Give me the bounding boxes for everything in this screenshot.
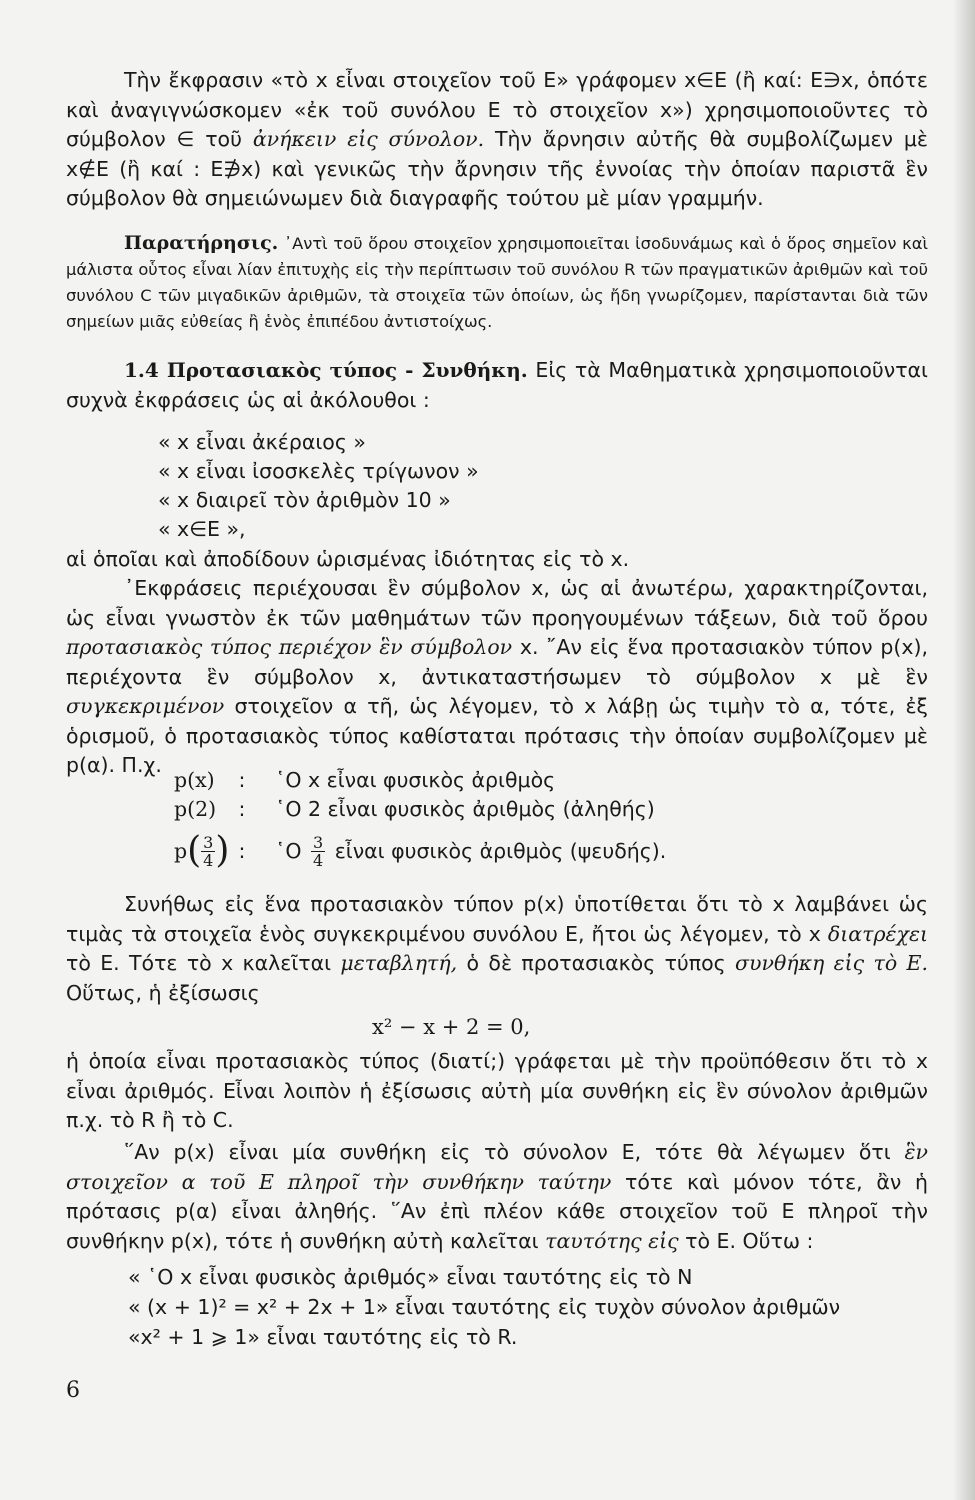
fraction-numerator: 3 xyxy=(203,832,214,852)
fraction-denominator: 4 xyxy=(312,850,324,870)
fraction xyxy=(311,834,325,869)
identity-2: « (x + 1)² = x² + 2x + 1» εἶναι ταυτότης εἰς τυχὸν σύνολον ἀριθμῶν xyxy=(128,1295,841,1319)
example-3: « x διαιρεῖ τὸν ἀριθμὸν 10 » xyxy=(158,488,451,512)
fraction-numerator: 3 xyxy=(312,832,324,852)
example-4: « x∈E », xyxy=(158,517,246,541)
remark-paragraph xyxy=(66,230,928,335)
text-run: x. ῎Αν εἰς ἕνα προτασιακὸν τύπον p(x), περιέχοντα ἓν σύμβολον x, ἀντικαταστήσωμεν τὸ σύμβολον x μὲ ἓν xyxy=(66,635,928,689)
section-heading: 1.4 Προτασιακὸς τύπος - Συνθήκη. xyxy=(124,358,528,382)
text-run: Συνήθως εἰς ἕνα προτασιακὸν τύπον p(x) ὑποτίθεται ὅτι τὸ x λαμβάνει ὡς τιμὰς τὰ στοιχεῖα ἑνὸς συγκεκριμένου συνόλου E, ἤτοι ὡς λέγομεν, τὸ x xyxy=(66,892,928,946)
row-article: ῾Ο xyxy=(275,839,302,863)
fraction xyxy=(201,834,215,869)
row-sep: : xyxy=(238,839,246,863)
italic-term: ταυτότης εἰς xyxy=(545,1228,679,1253)
paragraph-membership xyxy=(66,66,928,214)
text-run: τὸ E. Τότε τὸ x καλεῖται xyxy=(66,951,332,975)
text-run: ἡ ὁποία εἶναι προτασιακὸς τύπος (διατί;) γράφεται μὲ τὴν προϋπόθεσιν ὅτι τὸ x εἶναι ἀριθμός. Εἶναι λοιπὸν ἡ ἐξίσωσις αὐτὴ μία συνθήκη εἰς ἓν σύνολον ἀριθμῶν π.χ. τὸ R ἢ τὸ C. xyxy=(66,1049,928,1132)
row-left-fraction xyxy=(174,830,232,871)
p-symbol: p xyxy=(174,839,188,863)
row-right: ῾Ο 2 εἶναι φυσικὸς ἀριθμὸς (ἀληθής) xyxy=(275,797,655,821)
section-intro xyxy=(66,356,928,415)
text-run: ᾿Εκφράσεις περιέχουσαι ἓν σύμβολον x, ὡς αἱ ἀνωτέρω, χαρακτηρίζονται, ὡς εἶναι γνωστὸν ἐκ τῶν μαθημάτων τῶν προηγουμένων τάξεων, διὰ τοῦ ὅρου xyxy=(66,576,928,630)
row-sep: : xyxy=(238,797,246,821)
left-paren: ( xyxy=(187,830,202,871)
remark-label: Παρατήρησις. xyxy=(124,232,279,254)
example-row-3 xyxy=(174,830,666,871)
right-paren: ) xyxy=(215,830,230,871)
text-run: στοιχεῖον α τῆ, ὡς λέγομεν, τὸ x λάβῃ ὡς τιμὴν τὸ α, τότε, ἐξ ὁρισμοῦ, ὁ προτασιακὸς τύπος καθίσταται πρότασις τὴν ὁποίαν συμβολίζομεν μὲ p(α). Π.χ. xyxy=(66,694,928,777)
italic-term: συγκεκριμένον xyxy=(66,694,225,718)
row-left: p(2) xyxy=(174,797,217,821)
paragraph-variable xyxy=(66,890,928,1008)
text-run: τὸ E. Οὕτω : xyxy=(685,1228,814,1253)
example-row-1 xyxy=(174,766,555,796)
text-run: Τὴν ἔκφρασιν «τὸ x εἶναι στοιχεῖον τοῦ E» γράφομεν x∈E (ἢ καί: E∋x, ὁπότε καὶ ἀναγιγνώσκομεν «ἐκ τοῦ συνόλου E τὸ στοιχεῖον x») χρησιμοποιοῦντες τὸ σύμβολον ∈ τοῦ xyxy=(66,68,928,151)
text-run: Εἰς τὰ Μαθηματικὰ χρησιμοποιοῦνται συχνὰ ἐκφράσεις ὡς αἱ ἀκόλουθοι : xyxy=(66,358,928,412)
paragraph-propositional xyxy=(66,574,928,781)
row-right: εἶναι φυσικὸς ἀριθμὸς (ψευδής). xyxy=(334,839,667,863)
identity-1: « ῾Ο x εἶναι φυσικὸς ἀριθμός» εἶναι ταυτότης εἰς τὸ N xyxy=(128,1265,693,1289)
row-left: p(x) xyxy=(174,768,215,792)
text-run: Τὴν ἄρνησιν αὐτῆς θὰ συμβολίζωμεν μὲ x∉E (ἢ καί : E∌x) καὶ γενικῶς τὴν ἄρνησιν τῆς ἐννοίας τὴν ὁποίαν παριστᾶ ἓν σύμβολον θὰ σημειώνωμεν διὰ διαγραφῆς τούτου μὲ μίαν γραμμήν. xyxy=(66,127,928,210)
text-run: Οὕτως, ἡ ἐξίσωσις xyxy=(66,980,260,1005)
after-examples: αἱ ὁποῖαι καὶ ἀποδίδουν ὡρισμένας ἰδιότητας εἰς τὸ x. xyxy=(66,547,630,571)
page-edge-shadow xyxy=(953,0,975,1500)
remark-text: ᾿Αντὶ τοῦ ὅρου στοιχεῖον χρησιμοποιεῖται ἰσοδυνάμως καὶ ὁ ὅρος σημεῖον καὶ μάλιστα οὗτος εἶναι λίαν ἐπιτυχὴς εἰς τὴν περίπτωσιν τοῦ συνόλου R τῶν πραγματικῶν ἀριθμῶν καὶ τοῦ συνόλου C τῶν μιγαδικῶν ἀριθμῶν, τὰ στοιχεῖα τῶν ὁποίων, ὡς ἤδη γνωρίζομεν, παρίστανται διὰ τῶν σημείων μιᾶς εὐθείας ἢ ἑνὸς ἐπιπέδου ἀντιστοίχως. xyxy=(66,234,928,331)
text-run: ῞Αν p(x) εἶναι μία συνθήκη εἰς τὸ σύνολον E, τότε θὰ λέγωμεν ὅτι xyxy=(124,1140,891,1164)
paragraph-identity xyxy=(66,1138,928,1256)
paragraph-equation xyxy=(66,1047,928,1136)
identity-3: «x² + 1 ⩾ 1» εἶναι ταυτότης εἰς τὸ R. xyxy=(128,1325,518,1349)
row-sep: : xyxy=(238,768,246,792)
italic-term: ἓν στοιχεῖον α τοῦ E πληροῖ τὴν συνθήκην ταύτην xyxy=(66,1140,928,1194)
italic-term: μεταβλητή, xyxy=(340,951,458,975)
example-1: « x εἶναι ἀκέραιος » xyxy=(158,430,366,454)
equation: x² − x + 2 = 0, xyxy=(372,1015,531,1039)
italic-term: διατρέχει xyxy=(827,921,928,946)
fraction-denominator: 4 xyxy=(203,850,214,870)
italic-term: ἀνήκειν εἰς σύνολον. xyxy=(252,127,485,151)
example-2: « x εἶναι ἰσοσκελὲς τρίγωνον » xyxy=(158,459,479,483)
page-number: 6 xyxy=(66,1378,80,1403)
italic-term: συνθήκη εἰς τὸ E. xyxy=(735,951,928,975)
text-run: τότε καὶ μόνον τότε, ἂν ἡ πρότασις p(α) εἶναι ἀληθής. ῞Αν ἐπὶ πλέον κάθε στοιχεῖον τοῦ E πληροῖ τὴν συνθήκην p(x), τότε ἡ συνθήκη αὐτὴ καλεῖται xyxy=(66,1169,928,1253)
row-right: ῾Ο x εἶναι φυσικὸς ἀριθμὸς xyxy=(275,768,556,792)
italic-term: προτασιακὸς τύπος περιέχον ἓν σύμβολον xyxy=(66,635,513,659)
example-row-2 xyxy=(174,795,655,825)
text-run: ὁ δὲ προτασιακὸς τύπος xyxy=(466,951,726,975)
